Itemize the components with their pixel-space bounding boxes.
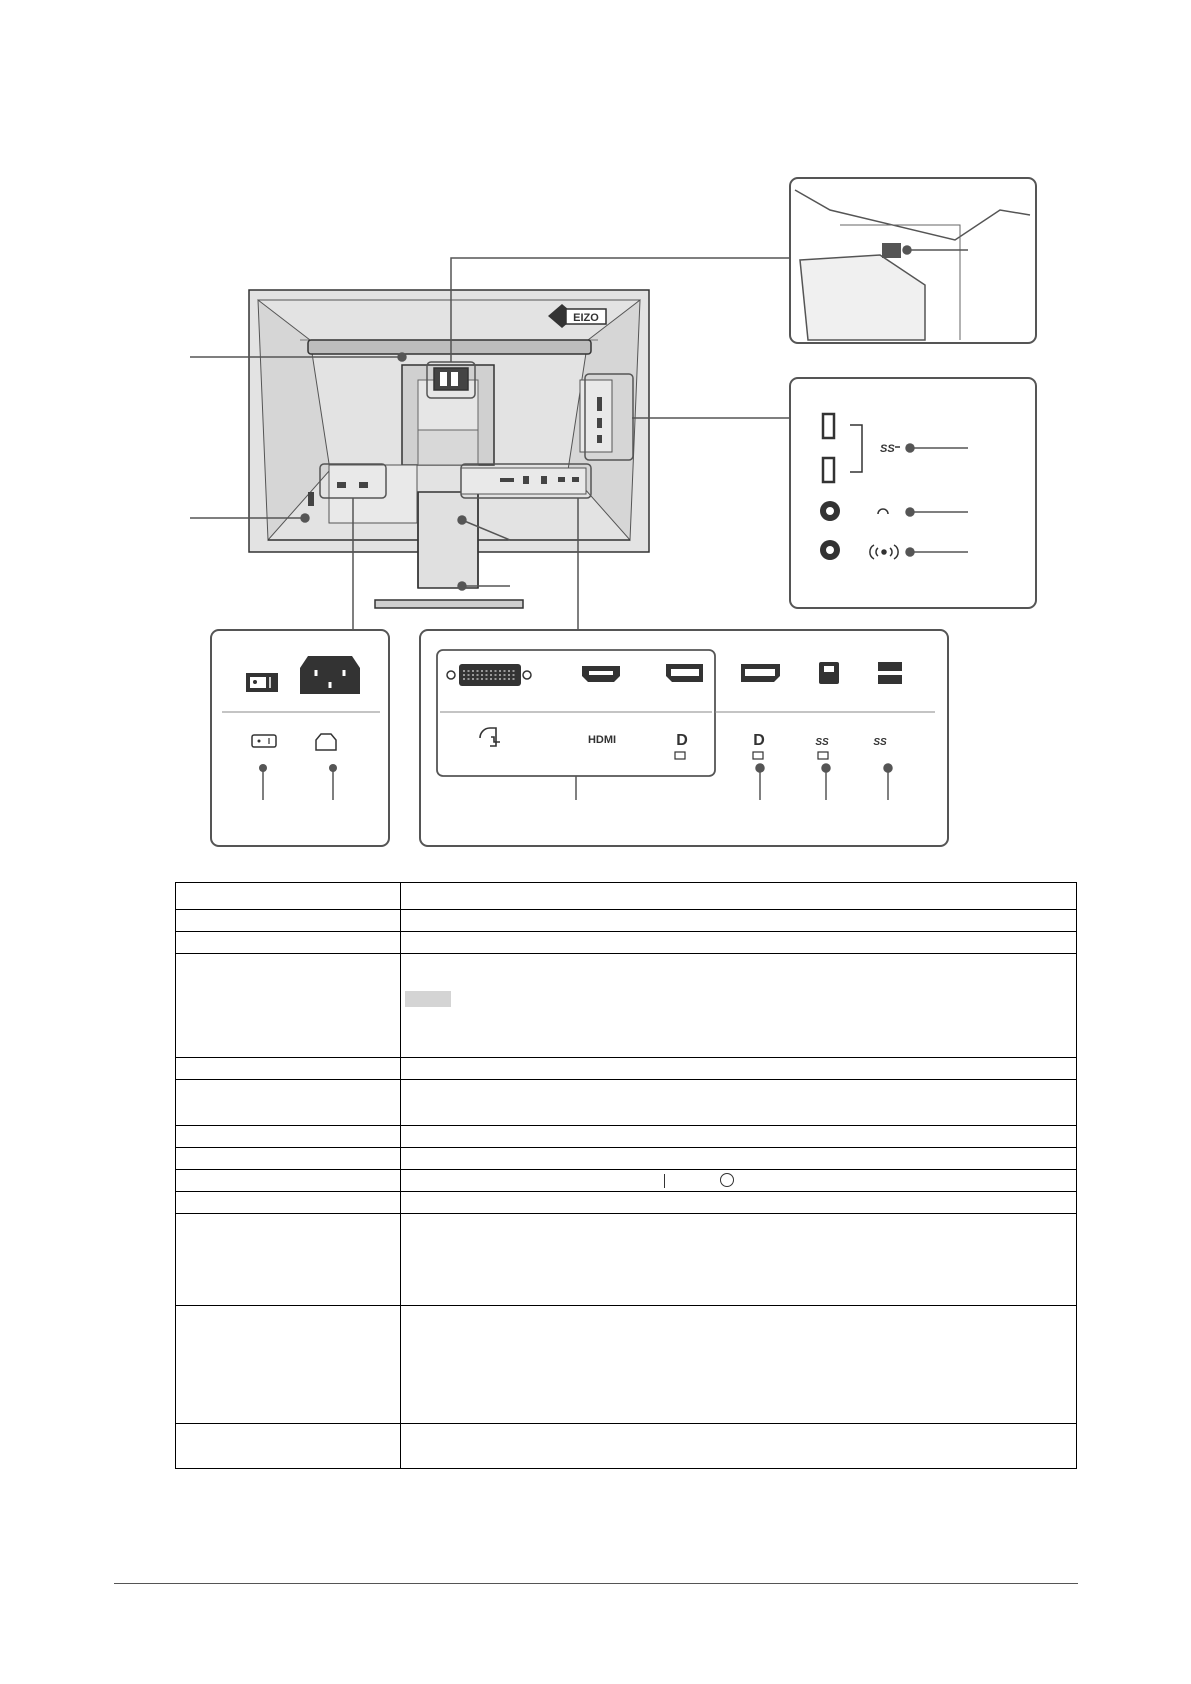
inset-sensor xyxy=(790,178,1036,343)
row-label xyxy=(176,1192,401,1214)
highlight-swatch xyxy=(405,991,451,1007)
table-row xyxy=(176,1058,1077,1080)
row-label xyxy=(176,1424,401,1469)
row-label xyxy=(176,932,401,954)
footer-rule xyxy=(114,1583,1078,1584)
row-label xyxy=(176,883,401,910)
inset-power xyxy=(211,630,389,846)
table-row xyxy=(176,1080,1077,1126)
usb-upstream-symbol-icon: SS xyxy=(815,737,829,748)
row-label xyxy=(176,1148,401,1170)
row-label xyxy=(176,954,401,1058)
row-description xyxy=(401,932,1077,954)
row-label xyxy=(176,910,401,932)
table-row xyxy=(176,1214,1077,1306)
table-row xyxy=(176,1192,1077,1214)
usb-port-icon xyxy=(823,458,834,482)
row-description xyxy=(401,1080,1077,1126)
usb-port-icon xyxy=(823,414,834,438)
row-label xyxy=(176,1058,401,1080)
usb-b-port-icon xyxy=(819,662,839,684)
usb-downstream-symbol-icon: SS xyxy=(873,737,887,748)
displayport-out-symbol-icon: D xyxy=(753,732,765,749)
row-label xyxy=(176,1170,401,1192)
power-on-symbol-icon xyxy=(664,1174,665,1188)
row-description xyxy=(401,1148,1077,1170)
row-description xyxy=(401,954,1077,1058)
row-label xyxy=(176,1306,401,1424)
row-description xyxy=(401,1214,1077,1306)
table-row xyxy=(176,932,1077,954)
usb-superspeed-icon: SS xyxy=(880,443,895,455)
row-description xyxy=(401,1126,1077,1148)
row-description xyxy=(401,1058,1077,1080)
displayport-symbol-icon: D xyxy=(676,732,688,749)
monitor-rear-view xyxy=(249,290,649,608)
table-row xyxy=(176,1126,1077,1148)
hdmi-symbol-icon: HDMI xyxy=(587,734,617,746)
row-label xyxy=(176,1214,401,1306)
power-off-symbol-icon xyxy=(720,1173,734,1187)
row-description xyxy=(401,883,1077,910)
row-description xyxy=(401,1170,1077,1192)
table-row xyxy=(176,1424,1077,1469)
row-description xyxy=(401,1306,1077,1424)
usb-a-port-icon xyxy=(878,662,902,671)
row-description xyxy=(401,910,1077,932)
inset-side-ports xyxy=(790,378,1036,608)
svg-text:EIZO: EIZO xyxy=(573,312,599,324)
row-label xyxy=(176,1080,401,1126)
table-row xyxy=(176,883,1077,910)
table-row xyxy=(176,1306,1077,1424)
table-row xyxy=(176,1148,1077,1170)
spec-table xyxy=(175,882,1077,1469)
inset-rear-ports xyxy=(420,630,948,846)
row-description xyxy=(401,1192,1077,1214)
row-description xyxy=(401,1424,1077,1469)
table-row xyxy=(176,1170,1077,1192)
table-row xyxy=(176,910,1077,932)
row-label xyxy=(176,1126,401,1148)
dvi-port-icon xyxy=(447,664,531,686)
table-row xyxy=(176,954,1077,1058)
